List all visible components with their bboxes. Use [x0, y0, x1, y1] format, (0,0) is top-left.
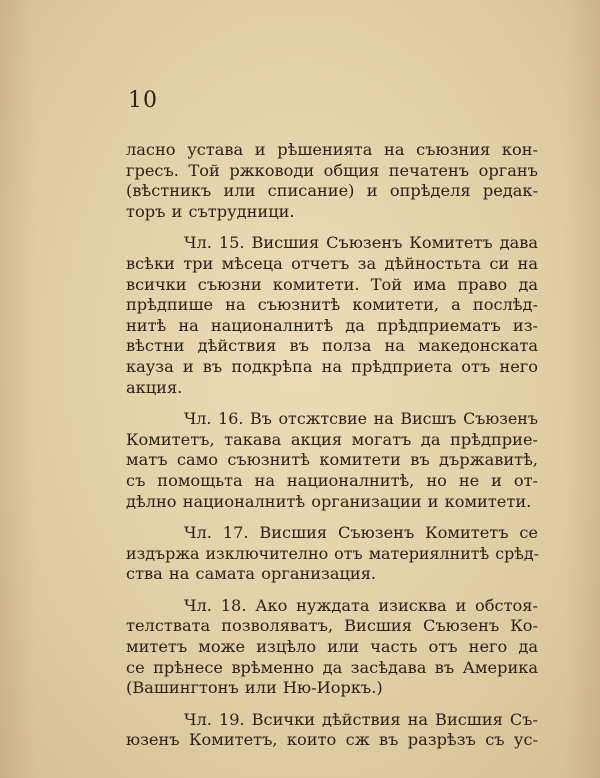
body-text [126, 140, 538, 762]
text-line: ласно устава и рѣшенията на съюзния кон- [126, 140, 538, 159]
text-line: торъ и сътрудници. [126, 201, 295, 221]
text-line: съ помощьта на националнитѣ, но не и от- [126, 470, 538, 490]
text-line: кауза и въ подкрѣпа на прѣдприета отъ него [126, 356, 538, 376]
text-line: Чл. 15. Висшия Съюзенъ Комитетъ дава [184, 233, 538, 253]
text-line: (вѣстникъ или списание) и опрѣделя редак- [126, 181, 538, 201]
text-line: дѣлно националнитѣ организации и комитети. [126, 491, 532, 511]
text-line: Комитетъ, такава акция могатъ да прѣдприе- [126, 429, 538, 449]
text-line: Чл. 18. Ако нуждата изисква и обстоя- [184, 595, 538, 615]
text-line: митетъ може изцѣло или часть отъ него да [126, 637, 538, 657]
text-line: всички съюзни комитети. Той има право да [126, 274, 538, 294]
article-15 [126, 233, 538, 398]
paragraph-continuation [126, 140, 538, 222]
text-line: юзенъ Комитетъ, които сж въ разрѣзъ съ ус- [126, 730, 538, 750]
article-16 [126, 409, 538, 512]
text-line: вѣстни дѣйствия въ полза на македонската [126, 336, 538, 356]
text-line: се прѣнесе врѣменно да засѣдава въ Америка [126, 657, 538, 677]
article-18 [126, 596, 538, 699]
article-19 [126, 710, 538, 751]
text-line: прѣдпише на съюзнитѣ комитети, а послѣд- [126, 295, 538, 315]
article-17 [126, 523, 538, 585]
text-line: гресъ. Той ржководи общия печатенъ органъ [126, 160, 538, 180]
text-line: нитѣ на националнитѣ да прѣдприематъ из- [126, 315, 538, 335]
text-line: ства на самата организация. [126, 564, 377, 584]
page-number: 10 [128, 88, 158, 113]
text-line: издържа изключително отъ материялнитѣ срѣд- [126, 543, 540, 563]
text-line: матъ само съюзнитѣ комитети въ държавитѣ, [126, 450, 538, 470]
text-line: Чл. 17. Висшия Съюзенъ Комитетъ се [184, 523, 538, 543]
text-line: Чл. 16. Въ отсжтсвие на Висшъ Съюзенъ [184, 409, 538, 429]
text-line: акция. [126, 377, 183, 397]
text-line: (Вашингтонъ или Ню-Иоркъ.) [126, 678, 383, 698]
text-line: Чл. 19. Всички дѣйствия на Висшия Съ- [184, 709, 538, 729]
text-line: телствата позволяватъ, Висшия Съюзенъ Ко- [126, 616, 538, 636]
text-line: всѣки три мѣсеца отчетъ за дѣйностьта си на [126, 253, 538, 273]
